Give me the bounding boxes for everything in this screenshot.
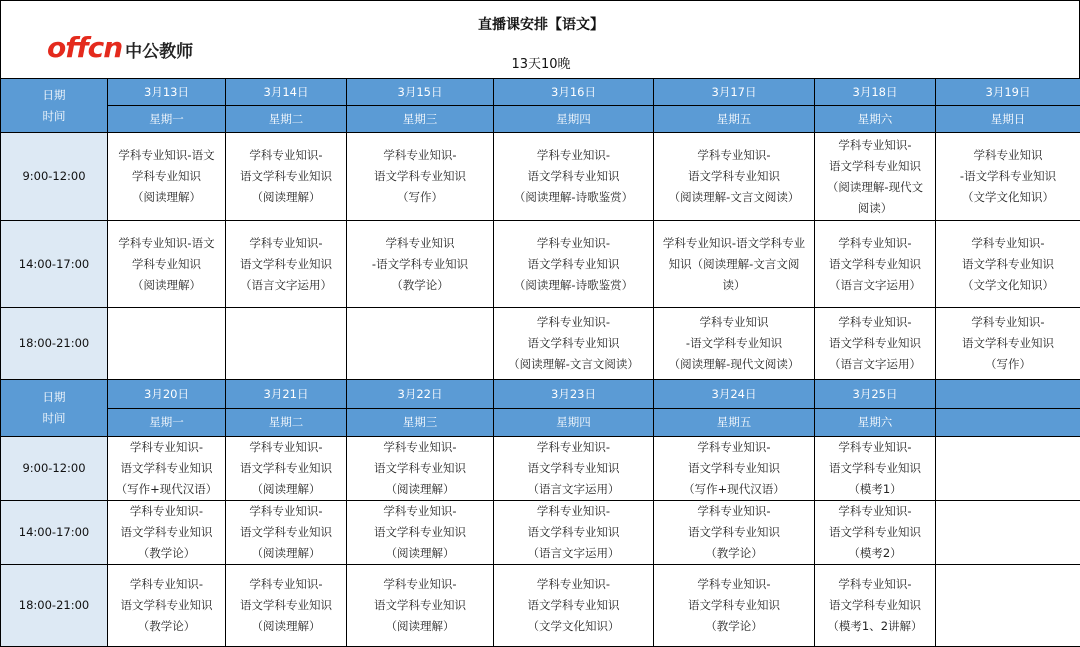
page-title: 直播课安排【语文】 <box>478 17 604 33</box>
course-cell <box>347 308 494 380</box>
date-cell: 3月15日 <box>347 79 494 106</box>
weekday-cell: 星期五 <box>654 106 815 133</box>
corner-cell <box>1 380 108 437</box>
course-cell <box>936 501 1080 565</box>
course-cell: 学科专业知识- 语文学科专业知识 （阅读理解-诗歌鉴赏） <box>494 133 654 221</box>
course-cell: 学科专业知识- 语文学科专业知识 （阅读理解-现代文 阅读） <box>815 133 936 221</box>
course-cell: 学科专业知识- 语文学科专业知识 （阅读理解） <box>226 437 347 501</box>
weekday-cell: 星期三 <box>347 409 494 437</box>
date-cell: 3月14日 <box>226 79 347 106</box>
course-cell: 学科专业知识- 语文学科专业知识 （语言文字运用） <box>815 221 936 308</box>
course-cell: 学科专业知识- 语文学科专业知识 （教学论） <box>654 501 815 565</box>
weekday-cell: 星期四 <box>494 409 654 437</box>
corner-date-label: 日期 <box>42 87 66 102</box>
weekday-cell: 星期二 <box>226 409 347 437</box>
course-cell: 学科专业知识- 语文学科专业知识 （模考1） <box>815 437 936 501</box>
weekday-cell <box>936 409 1080 437</box>
weekday-cell: 星期六 <box>815 409 936 437</box>
course-cell: 学科专业知识- 语文学科专业知识 （语言文字运用） <box>494 437 654 501</box>
date-cell: 3月21日 <box>226 380 347 409</box>
date-cell: 3月17日 <box>654 79 815 106</box>
course-cell: 学科专业知识-语文 学科专业知识 （阅读理解） <box>108 221 226 308</box>
date-cell: 3月23日 <box>494 380 654 409</box>
course-cell: 学科专业知识- 语文学科专业知识 （阅读理解） <box>347 437 494 501</box>
corner-time-label: 时间 <box>42 108 66 123</box>
course-cell: 学科专业知识-语文学科专业 知识（阅读理解-文言文阅 读） <box>654 221 815 308</box>
course-cell <box>226 308 347 380</box>
course-cell: 学科专业知识- 语文学科专业知识 （阅读理解） <box>347 565 494 647</box>
time-slot-cell: 9:00-12:00 <box>1 133 108 221</box>
weekday-cell: 星期一 <box>108 106 226 133</box>
corner-date-label: 日期 <box>42 390 66 404</box>
date-cell: 3月18日 <box>815 79 936 106</box>
header <box>0 0 1080 78</box>
course-cell: 学科专业知识- 语文学科专业知识 （模考1、2讲解） <box>815 565 936 647</box>
weekday-cell: 星期一 <box>108 409 226 437</box>
weekday-cell: 星期日 <box>936 106 1080 133</box>
course-cell <box>936 565 1080 647</box>
time-slot-cell: 9:00-12:00 <box>1 437 108 501</box>
course-cell: 学科专业知识- 语文学科专业知识 （阅读理解） <box>226 501 347 565</box>
weekday-cell: 星期五 <box>654 409 815 437</box>
course-cell: 学科专业知识 -语文学科专业知识 （阅读理解-现代文阅读） <box>654 308 815 380</box>
date-cell: 3月25日 <box>815 380 936 409</box>
course-cell <box>936 437 1080 501</box>
schedule-table <box>0 78 1080 647</box>
course-cell: 学科专业知识- 语文学科专业知识 （文学文化知识） <box>936 221 1080 308</box>
course-cell <box>108 308 226 380</box>
page-subtitle: 13天10晚 <box>511 57 571 72</box>
course-cell: 学科专业知识- 语文学科专业知识 （阅读理解-诗歌鉴赏） <box>494 221 654 308</box>
course-cell: 学科专业知识 -语文学科专业知识 （教学论） <box>347 221 494 308</box>
course-cell: 学科专业知识- 语文学科专业知识 （阅读理解-文言文阅读） <box>654 133 815 221</box>
logo-text-en: offcn <box>47 31 123 64</box>
time-slot-cell: 18:00-21:00 <box>1 308 108 380</box>
date-cell <box>936 380 1080 409</box>
corner-cell <box>1 79 108 133</box>
course-cell: 学科专业知识- 语文学科专业知识 （文学文化知识） <box>494 565 654 647</box>
date-cell: 3月19日 <box>936 79 1080 106</box>
corner-time-label: 时间 <box>42 411 66 425</box>
course-cell: 学科专业知识- 语文学科专业知识 （阅读理解） <box>226 565 347 647</box>
time-slot-cell: 14:00-17:00 <box>1 501 108 565</box>
date-cell: 3月22日 <box>347 380 494 409</box>
course-cell: 学科专业知识- 语文学科专业知识 （语言文字运用） <box>815 308 936 380</box>
weekday-cell: 星期四 <box>494 106 654 133</box>
time-slot-cell: 18:00-21:00 <box>1 565 108 647</box>
course-cell: 学科专业知识- 语文学科专业知识 （教学论） <box>654 565 815 647</box>
date-cell: 3月13日 <box>108 79 226 106</box>
date-cell: 3月16日 <box>494 79 654 106</box>
course-cell: 学科专业知识- 语文学科专业知识 （教学论） <box>108 501 226 565</box>
course-cell: 学科专业知识- 语文学科专业知识 （语言文字运用） <box>494 501 654 565</box>
course-cell: 学科专业知识- 语文学科专业知识 （教学论） <box>108 565 226 647</box>
weekday-cell: 星期三 <box>347 106 494 133</box>
logo-text-cn: 中公教师 <box>125 42 194 62</box>
course-cell: 学科专业知识- 语文学科专业知识 （阅读理解） <box>347 501 494 565</box>
course-cell: 学科专业知识-语文 学科专业知识 （阅读理解） <box>108 133 226 221</box>
course-cell: 学科专业知识- 语文学科专业知识 （语言文字运用） <box>226 221 347 308</box>
course-cell: 学科专业知识- 语文学科专业知识 （模考2） <box>815 501 936 565</box>
course-cell: 学科专业知识- 语文学科专业知识 （写作+现代汉语） <box>108 437 226 501</box>
time-slot-cell: 14:00-17:00 <box>1 221 108 308</box>
weekday-cell: 星期二 <box>226 106 347 133</box>
course-cell: 学科专业知识- 语文学科专业知识 （写作） <box>347 133 494 221</box>
course-cell: 学科专业知识 -语文学科专业知识 （文学文化知识） <box>936 133 1080 221</box>
date-cell: 3月24日 <box>654 380 815 409</box>
weekday-cell: 星期六 <box>815 106 936 133</box>
course-cell: 学科专业知识- 语文学科专业知识 （阅读理解） <box>226 133 347 221</box>
course-cell: 学科专业知识- 语文学科专业知识 （阅读理解-文言文阅读） <box>494 308 654 380</box>
course-cell: 学科专业知识- 语文学科专业知识 （写作+现代汉语） <box>654 437 815 501</box>
course-cell: 学科专业知识- 语文学科专业知识 （写作） <box>936 308 1080 380</box>
date-cell: 3月20日 <box>108 380 226 409</box>
